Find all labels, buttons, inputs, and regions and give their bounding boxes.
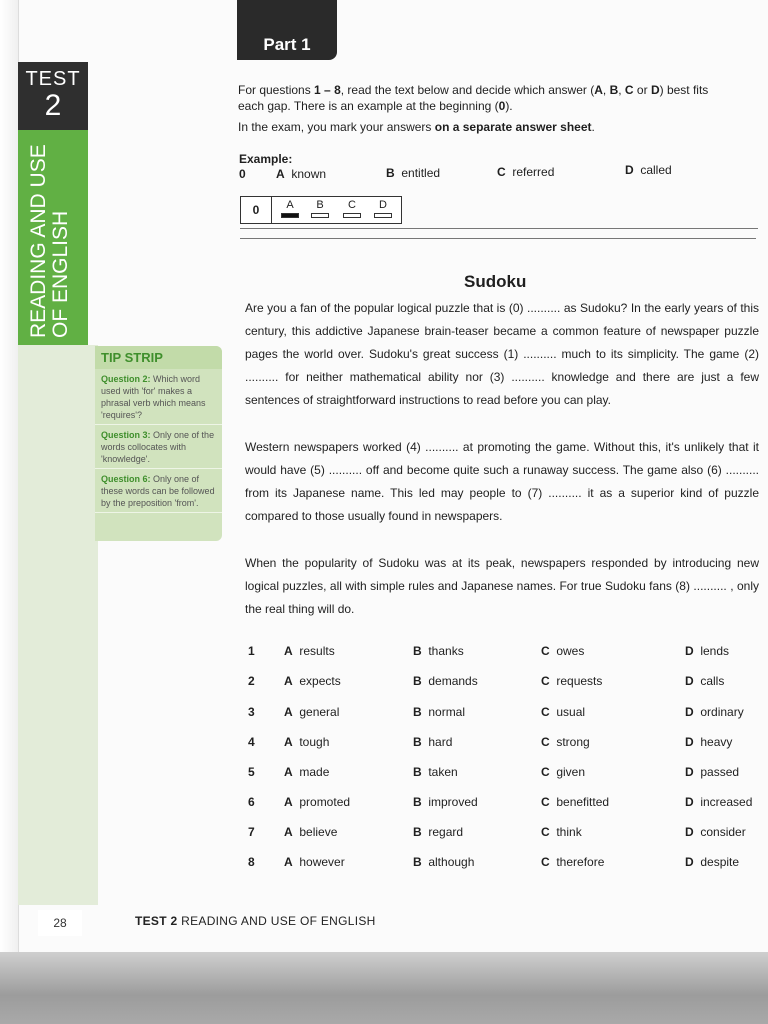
tip-item: Question 2: Which word used with 'for' makes a phrasal verb which means 'requires'? — [95, 369, 222, 425]
binding-strip — [0, 0, 19, 952]
question-row: 1 A results B thanks C owes D lends — [248, 644, 730, 658]
example-box-number: 0 — [241, 197, 272, 223]
article-paragraph: Western newspapers worked (4) .......... at promoting the game. Without this, it's unlikely that it would have (5) .......... off and become quite such a runaway success. The game also (6) .......... from its Japanese name. This led may people to (7) .......... it as a superior kind of puzzle compared to those usually found in newspapers. — [245, 440, 759, 523]
part-label: Part 1 — [237, 30, 337, 60]
example-box-option-c: C — [343, 199, 361, 218]
question-row: 7 A believe B regard C think D consider — [248, 825, 746, 839]
example-answer-box — [240, 196, 402, 224]
footer-title: TEST 2 READING AND USE OF ENGLISH — [135, 914, 376, 928]
question-row: 3 A general B normal C usual D ordinary — [248, 705, 744, 719]
example-option-b: B entitled — [386, 166, 441, 180]
question-row: 8 A however B although C therefore D despite — [248, 855, 740, 869]
side-pale-band — [18, 345, 98, 905]
tip-item: Question 6: Only one of these words can be followed by the preposition 'from'. — [95, 469, 222, 513]
tip-item: Question 3: Only one of the words collocates with 'knowledge'. — [95, 425, 222, 469]
example-option-c: C referred — [497, 165, 555, 179]
scan-edge — [0, 952, 768, 1024]
tip-strip — [95, 346, 222, 541]
example-option-a: A known — [276, 167, 327, 181]
divider — [240, 238, 756, 239]
divider-top — [240, 228, 758, 229]
part-tab-top — [237, 0, 337, 30]
instructions-answer-sheet: In the exam, you mark your answers on a separate answer sheet. — [238, 120, 595, 134]
example-box-option-d: D — [374, 199, 392, 218]
example-box-option-a: A — [281, 199, 299, 218]
test-number: 2 — [44, 89, 62, 122]
article-paragraph: When the popularity of Sudoku was at its peak, newspapers responded by introducing new logical puzzles, all with simple rules and Japanese names. For true Sudoku fans (8) .......... , only the real thing will do. — [245, 556, 759, 616]
test-tab — [18, 62, 88, 130]
question-row: 2 A expects B demands C requests D calls — [248, 674, 725, 688]
example-option-d: D called — [625, 163, 672, 177]
question-row: 6 A promoted B improved C benefitted D increased — [248, 795, 753, 809]
test-label: TEST — [25, 68, 81, 90]
tip-strip-heading: TIP STRIP — [95, 346, 222, 369]
question-row: 4 A tough B hard C strong D heavy — [248, 735, 733, 749]
page-number: 28 — [38, 910, 82, 936]
example-heading: Example: — [239, 152, 293, 166]
question-row: 5 A made B taken C given D passed — [248, 765, 740, 779]
example-box-option-b: B — [311, 199, 329, 218]
article-paragraph: Are you a fan of the popular logical puzzle that is (0) .......... as Sudoku? In the early years of this century, this addictive Japanese brain-teaser became a common feature of newspaper puzzle pages the world over. Sudoku's great success (1) .......... much to its simplicity. The game (2) .......... for neither mathematical ability nor (3) .......... knowledge and there are just a few sentences of straightforward instructions to read before you can play. — [245, 301, 759, 407]
section-title: READING AND USE OF ENGLISH — [27, 144, 72, 338]
article-title: Sudoku — [464, 272, 527, 291]
instructions: For questions 1 – 8, read the text below and decide which answer (A, B, C or D) best fits each gap. There is an example at the beginning (0). — [238, 83, 709, 113]
example-number: 0 — [239, 167, 246, 181]
